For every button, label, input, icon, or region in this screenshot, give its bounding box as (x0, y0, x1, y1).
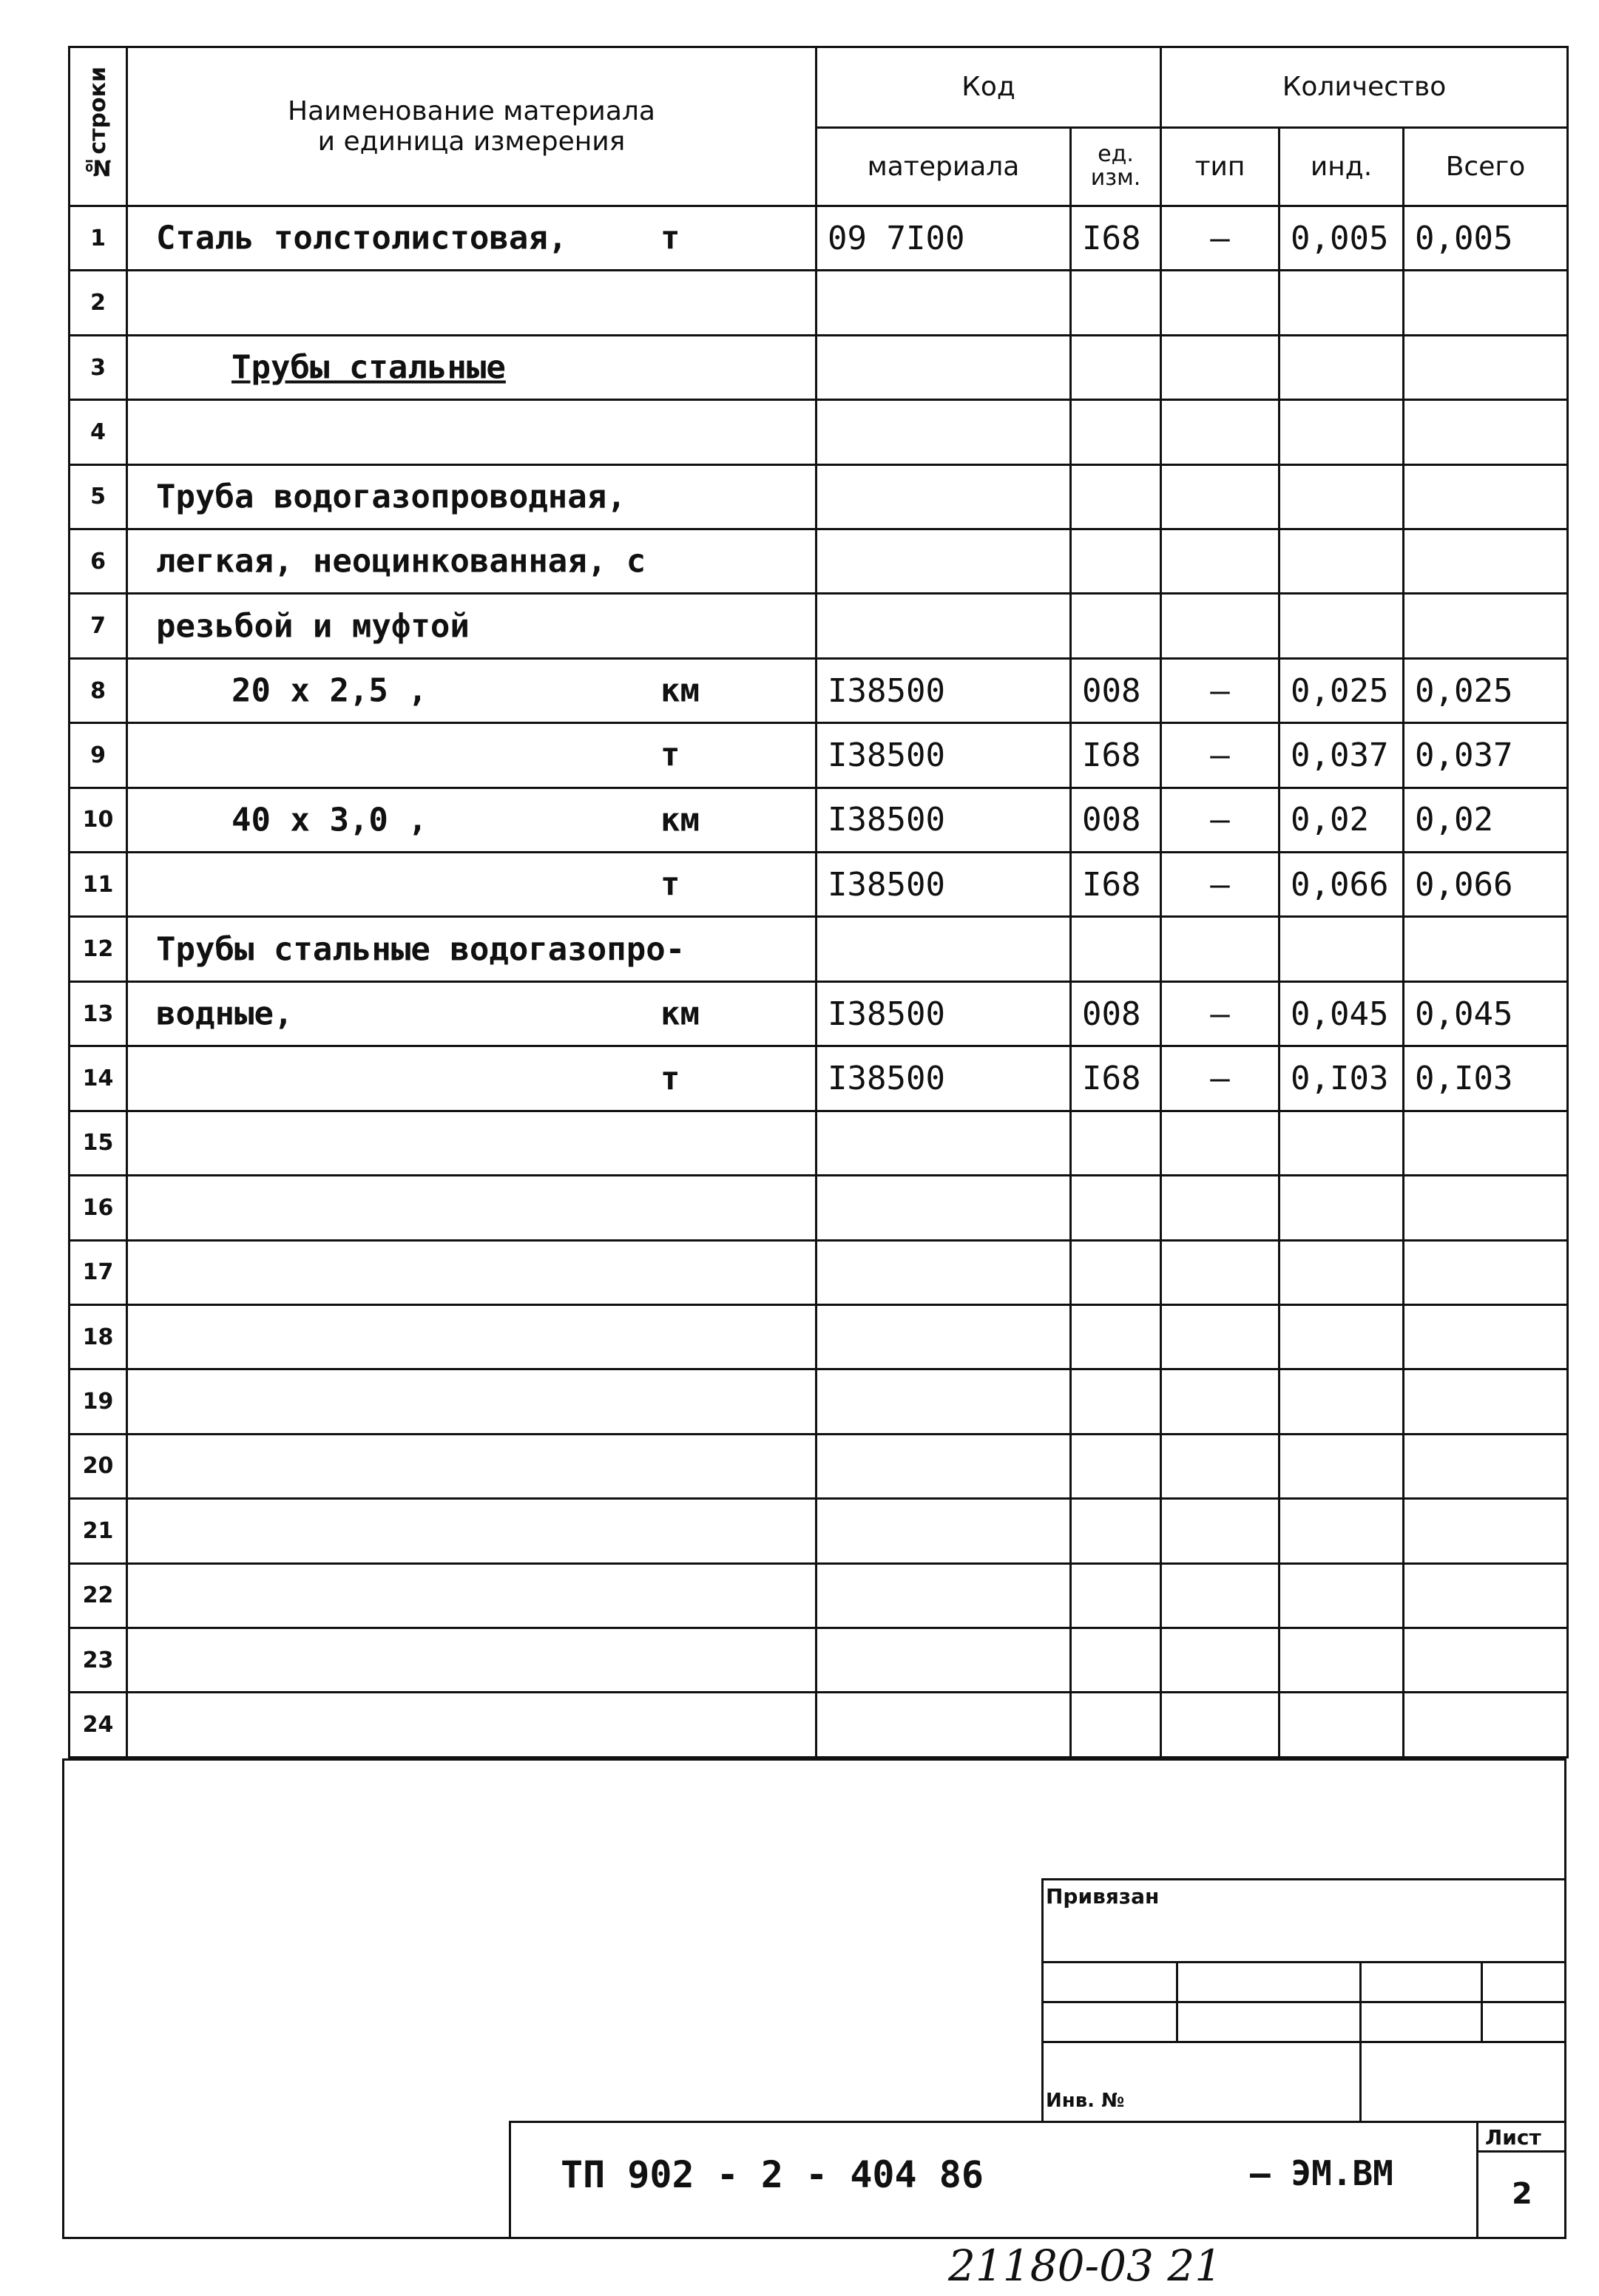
unit-code: 008 (1071, 788, 1161, 852)
quantity-ind (1279, 1369, 1404, 1434)
unit-code (1071, 1111, 1161, 1175)
quantity-total (1404, 1240, 1568, 1304)
quantity-type (1161, 1111, 1279, 1175)
quantity-ind (1279, 1693, 1404, 1758)
row-number: 22 (70, 1563, 127, 1628)
material-name: Трубы стальные (231, 348, 506, 387)
quantity-total (1404, 1434, 1568, 1498)
table-row (70, 1563, 1568, 1628)
table-body (70, 206, 1568, 1758)
material-name-cell (127, 1693, 817, 1758)
row-number: 18 (70, 1304, 127, 1369)
material-code: I38500 (817, 788, 1071, 852)
material-name-cell (127, 1304, 817, 1369)
unit-code (1071, 1628, 1161, 1692)
material-name: Труба водогазопроводная, (156, 478, 626, 516)
table-row (70, 1434, 1568, 1498)
document-code: ТП 902 - 2 - 404 86 (561, 2153, 984, 2196)
material-code (817, 1176, 1071, 1240)
quantity-ind: 0,005 (1279, 206, 1404, 271)
bottom-frame-right (1564, 1758, 1566, 2239)
header-quantity: Количество (1161, 47, 1568, 128)
unit-code (1071, 1563, 1161, 1628)
row-number: 21 (70, 1499, 127, 1563)
row-number: 14 (70, 1046, 127, 1111)
quantity-total (1404, 1499, 1568, 1563)
material-unit: т (660, 1060, 680, 1097)
table-row (70, 658, 1568, 722)
quantity-type (1161, 271, 1279, 335)
unit-code (1071, 400, 1161, 464)
table-row (70, 917, 1568, 981)
header-type: тип (1161, 127, 1279, 206)
handwritten-archive-number: 21180-03 21 (948, 2241, 1223, 2291)
quantity-type (1161, 335, 1279, 399)
title-top (509, 2121, 1566, 2123)
quantity-ind (1279, 271, 1404, 335)
quantity-type (1161, 464, 1279, 529)
header-ind: инд. (1279, 127, 1404, 206)
unit-code (1071, 1499, 1161, 1563)
material-name: легкая, неоцинкованная, с (156, 542, 646, 580)
row-number: 2 (70, 271, 127, 335)
material-name: Сталь толстолистовая, (156, 219, 568, 257)
unit-code (1071, 1693, 1161, 1758)
quantity-total: 0,02 (1404, 788, 1568, 852)
attach-line3 (1041, 2041, 1566, 2043)
quantity-type: – (1161, 658, 1279, 722)
material-unit: км (660, 671, 700, 710)
material-code (817, 1111, 1071, 1175)
material-unit: т (660, 736, 680, 774)
table-row (70, 1111, 1568, 1175)
material-name-cell (127, 1111, 817, 1175)
quantity-type: – (1161, 981, 1279, 1046)
bottom-frame-bottom (62, 2237, 1566, 2239)
material-unit: км (660, 995, 700, 1033)
unit-code: 008 (1071, 658, 1161, 722)
quantity-ind (1279, 1304, 1404, 1369)
row-number: 4 (70, 400, 127, 464)
material-name-cell (127, 464, 817, 529)
unit-code (1071, 271, 1161, 335)
row-number: 13 (70, 981, 127, 1046)
material-name-cell (127, 1046, 817, 1111)
quantity-total (1404, 464, 1568, 529)
quantity-type: – (1161, 206, 1279, 271)
attach-top (1041, 1878, 1566, 1880)
unit-code: I68 (1071, 206, 1161, 271)
quantity-ind: 0,037 (1279, 723, 1404, 788)
row-number: 16 (70, 1176, 127, 1240)
quantity-total: 0,005 (1404, 206, 1568, 271)
quantity-ind (1279, 1563, 1404, 1628)
quantity-ind: 0,I03 (1279, 1046, 1404, 1111)
quantity-ind (1279, 594, 1404, 658)
material-unit: км (660, 801, 700, 839)
unit-code (1071, 529, 1161, 594)
row-number: 24 (70, 1693, 127, 1758)
header-name (127, 47, 817, 206)
quantity-ind (1279, 1628, 1404, 1692)
quantity-total: 0,I03 (1404, 1046, 1568, 1111)
material-name-cell (127, 981, 817, 1046)
unit-code (1071, 1434, 1161, 1498)
row-number: 9 (70, 723, 127, 788)
material-code: I38500 (817, 981, 1071, 1046)
table-row (70, 1499, 1568, 1563)
row-number: 23 (70, 1628, 127, 1692)
quantity-type (1161, 400, 1279, 464)
table-row (70, 594, 1568, 658)
quantity-type: – (1161, 853, 1279, 917)
quantity-ind (1279, 1176, 1404, 1240)
header-name-line1: Наименование материала (288, 96, 655, 126)
table-row (70, 788, 1568, 852)
quantity-total (1404, 1176, 1568, 1240)
header-total: Всего (1404, 127, 1568, 206)
row-number: 10 (70, 788, 127, 852)
row-number: 20 (70, 1434, 127, 1498)
title-sheet-mid (1476, 2150, 1566, 2153)
material-code: I38500 (817, 853, 1071, 917)
material-code: I38500 (817, 658, 1071, 722)
quantity-total (1404, 1628, 1568, 1692)
material-name-cell (127, 917, 817, 981)
quantity-total (1404, 400, 1568, 464)
material-code (817, 594, 1071, 658)
quantity-ind (1279, 1499, 1404, 1563)
table-row (70, 529, 1568, 594)
quantity-total (1404, 1304, 1568, 1369)
quantity-type (1161, 1304, 1279, 1369)
quantity-type: – (1161, 723, 1279, 788)
quantity-ind: 0,025 (1279, 658, 1404, 722)
table-row (70, 853, 1568, 917)
material-code (817, 1434, 1071, 1498)
table-row (70, 335, 1568, 399)
quantity-ind: 0,066 (1279, 853, 1404, 917)
attach-line1 (1041, 1961, 1566, 1963)
quantity-type (1161, 594, 1279, 658)
quantity-ind (1279, 335, 1404, 399)
material-code (817, 1304, 1071, 1369)
unit-code (1071, 917, 1161, 981)
material-name-cell (127, 1434, 817, 1498)
material-code (817, 1369, 1071, 1434)
document-suffix: – ЭМ.ВМ (1250, 2153, 1393, 2193)
attach-col3 (1481, 1961, 1483, 2042)
quantity-type (1161, 529, 1279, 594)
material-code (817, 464, 1071, 529)
material-name-cell (127, 1563, 817, 1628)
material-name-cell (127, 1628, 817, 1692)
quantity-ind (1279, 1111, 1404, 1175)
quantity-type: – (1161, 1046, 1279, 1111)
quantity-total (1404, 529, 1568, 594)
material-name-cell (127, 1176, 817, 1240)
sheet-number: 2 (1512, 2177, 1532, 2211)
attach-left (1041, 1878, 1044, 2122)
row-number: 15 (70, 1111, 127, 1175)
sheet-label: Лист (1485, 2125, 1541, 2150)
quantity-total: 0,066 (1404, 853, 1568, 917)
bottom-frame-top (62, 1758, 1566, 1761)
material-code (817, 1499, 1071, 1563)
table-row (70, 1046, 1568, 1111)
header-unit-line1: ед. (1098, 141, 1134, 168)
material-name-cell (127, 335, 817, 399)
row-number: 1 (70, 206, 127, 271)
material-name-cell (127, 1499, 817, 1563)
attached-label: Привязан (1046, 1884, 1160, 1909)
material-code (817, 1693, 1071, 1758)
header-unit-line2: изм. (1090, 165, 1141, 192)
attach-col2 (1359, 1961, 1362, 2122)
title-left (509, 2121, 511, 2239)
table-row (70, 1369, 1568, 1434)
quantity-ind: 0,045 (1279, 981, 1404, 1046)
quantity-type (1161, 1563, 1279, 1628)
table-row (70, 206, 1568, 271)
quantity-total (1404, 1693, 1568, 1758)
quantity-ind (1279, 464, 1404, 529)
quantity-ind (1279, 529, 1404, 594)
quantity-total: 0,025 (1404, 658, 1568, 722)
row-number: 7 (70, 594, 127, 658)
unit-code (1071, 594, 1161, 658)
table-row (70, 400, 1568, 464)
quantity-type (1161, 1693, 1279, 1758)
material-code (817, 1240, 1071, 1304)
table-row (70, 1304, 1568, 1369)
row-number: 12 (70, 917, 127, 981)
table-row (70, 1176, 1568, 1240)
table-row (70, 464, 1568, 529)
quantity-ind (1279, 400, 1404, 464)
attach-line2 (1041, 2001, 1566, 2003)
materials-table (68, 46, 1569, 1758)
quantity-total (1404, 917, 1568, 981)
material-code (817, 917, 1071, 981)
quantity-total (1404, 594, 1568, 658)
unit-code (1071, 1304, 1161, 1369)
material-name: 20 х 2,5 , (231, 671, 427, 710)
material-code (817, 529, 1071, 594)
material-name: Трубы стальные водогазопро- (156, 930, 686, 969)
quantity-type (1161, 1176, 1279, 1240)
quantity-total: 0,037 (1404, 723, 1568, 788)
material-name-cell (127, 529, 817, 594)
quantity-total (1404, 271, 1568, 335)
header-code: Код (817, 47, 1161, 128)
quantity-ind (1279, 1240, 1404, 1304)
quantity-total (1404, 1369, 1568, 1434)
material-name-cell (127, 853, 817, 917)
material-code: I38500 (817, 1046, 1071, 1111)
header-unit (1071, 127, 1161, 206)
quantity-type (1161, 1628, 1279, 1692)
bottom-frame-left (62, 1758, 64, 2239)
quantity-type: – (1161, 788, 1279, 852)
quantity-total: 0,045 (1404, 981, 1568, 1046)
material-code (817, 271, 1071, 335)
quantity-type (1161, 1240, 1279, 1304)
inv-no-label: Инв. № (1046, 2090, 1125, 2112)
quantity-ind (1279, 1434, 1404, 1498)
material-unit: т (660, 865, 680, 904)
material-unit: т (660, 219, 680, 257)
quantity-total (1404, 1563, 1568, 1628)
material-name-cell (127, 788, 817, 852)
unit-code: I68 (1071, 1046, 1161, 1111)
table-row (70, 1628, 1568, 1692)
material-code (817, 400, 1071, 464)
material-name-cell (127, 400, 817, 464)
material-code (817, 1628, 1071, 1692)
row-number: 17 (70, 1240, 127, 1304)
material-name: 40 х 3,0 , (231, 801, 427, 839)
quantity-total (1404, 1111, 1568, 1175)
unit-code (1071, 1176, 1161, 1240)
unit-code: I68 (1071, 853, 1161, 917)
material-name: водные, (156, 995, 294, 1033)
unit-code: I68 (1071, 723, 1161, 788)
material-code: 09 7I00 (817, 206, 1071, 271)
header-name-line2: и единица измерения (317, 126, 626, 157)
row-number: 6 (70, 529, 127, 594)
quantity-type (1161, 1369, 1279, 1434)
unit-code: 008 (1071, 981, 1161, 1046)
material-name-cell (127, 723, 817, 788)
material-name-cell (127, 658, 817, 722)
attach-col1 (1176, 1961, 1178, 2042)
quantity-ind: 0,02 (1279, 788, 1404, 852)
row-number: 3 (70, 335, 127, 399)
quantity-ind (1279, 917, 1404, 981)
quantity-total (1404, 335, 1568, 399)
material-name-cell (127, 1369, 817, 1434)
material-name-cell (127, 1240, 817, 1304)
material-code (817, 335, 1071, 399)
unit-code (1071, 1369, 1161, 1434)
material-name-cell (127, 594, 817, 658)
table-row (70, 271, 1568, 335)
unit-code (1071, 335, 1161, 399)
header-row-number: №строки (70, 47, 127, 206)
quantity-type (1161, 1434, 1279, 1498)
material-name: резьбой и муфтой (156, 607, 470, 646)
row-number: 19 (70, 1369, 127, 1434)
table-row (70, 1240, 1568, 1304)
quantity-type (1161, 917, 1279, 981)
row-number: 5 (70, 464, 127, 529)
quantity-type (1161, 1499, 1279, 1563)
material-name-cell (127, 206, 817, 271)
table-row (70, 1693, 1568, 1758)
material-name-cell (127, 271, 817, 335)
unit-code (1071, 464, 1161, 529)
row-number: 11 (70, 853, 127, 917)
table-row (70, 981, 1568, 1046)
title-sheet-left (1476, 2121, 1478, 2239)
material-code: I38500 (817, 723, 1071, 788)
row-number: 8 (70, 658, 127, 722)
table-row (70, 723, 1568, 788)
unit-code (1071, 1240, 1161, 1304)
material-code (817, 1563, 1071, 1628)
header-material: материала (817, 127, 1071, 206)
